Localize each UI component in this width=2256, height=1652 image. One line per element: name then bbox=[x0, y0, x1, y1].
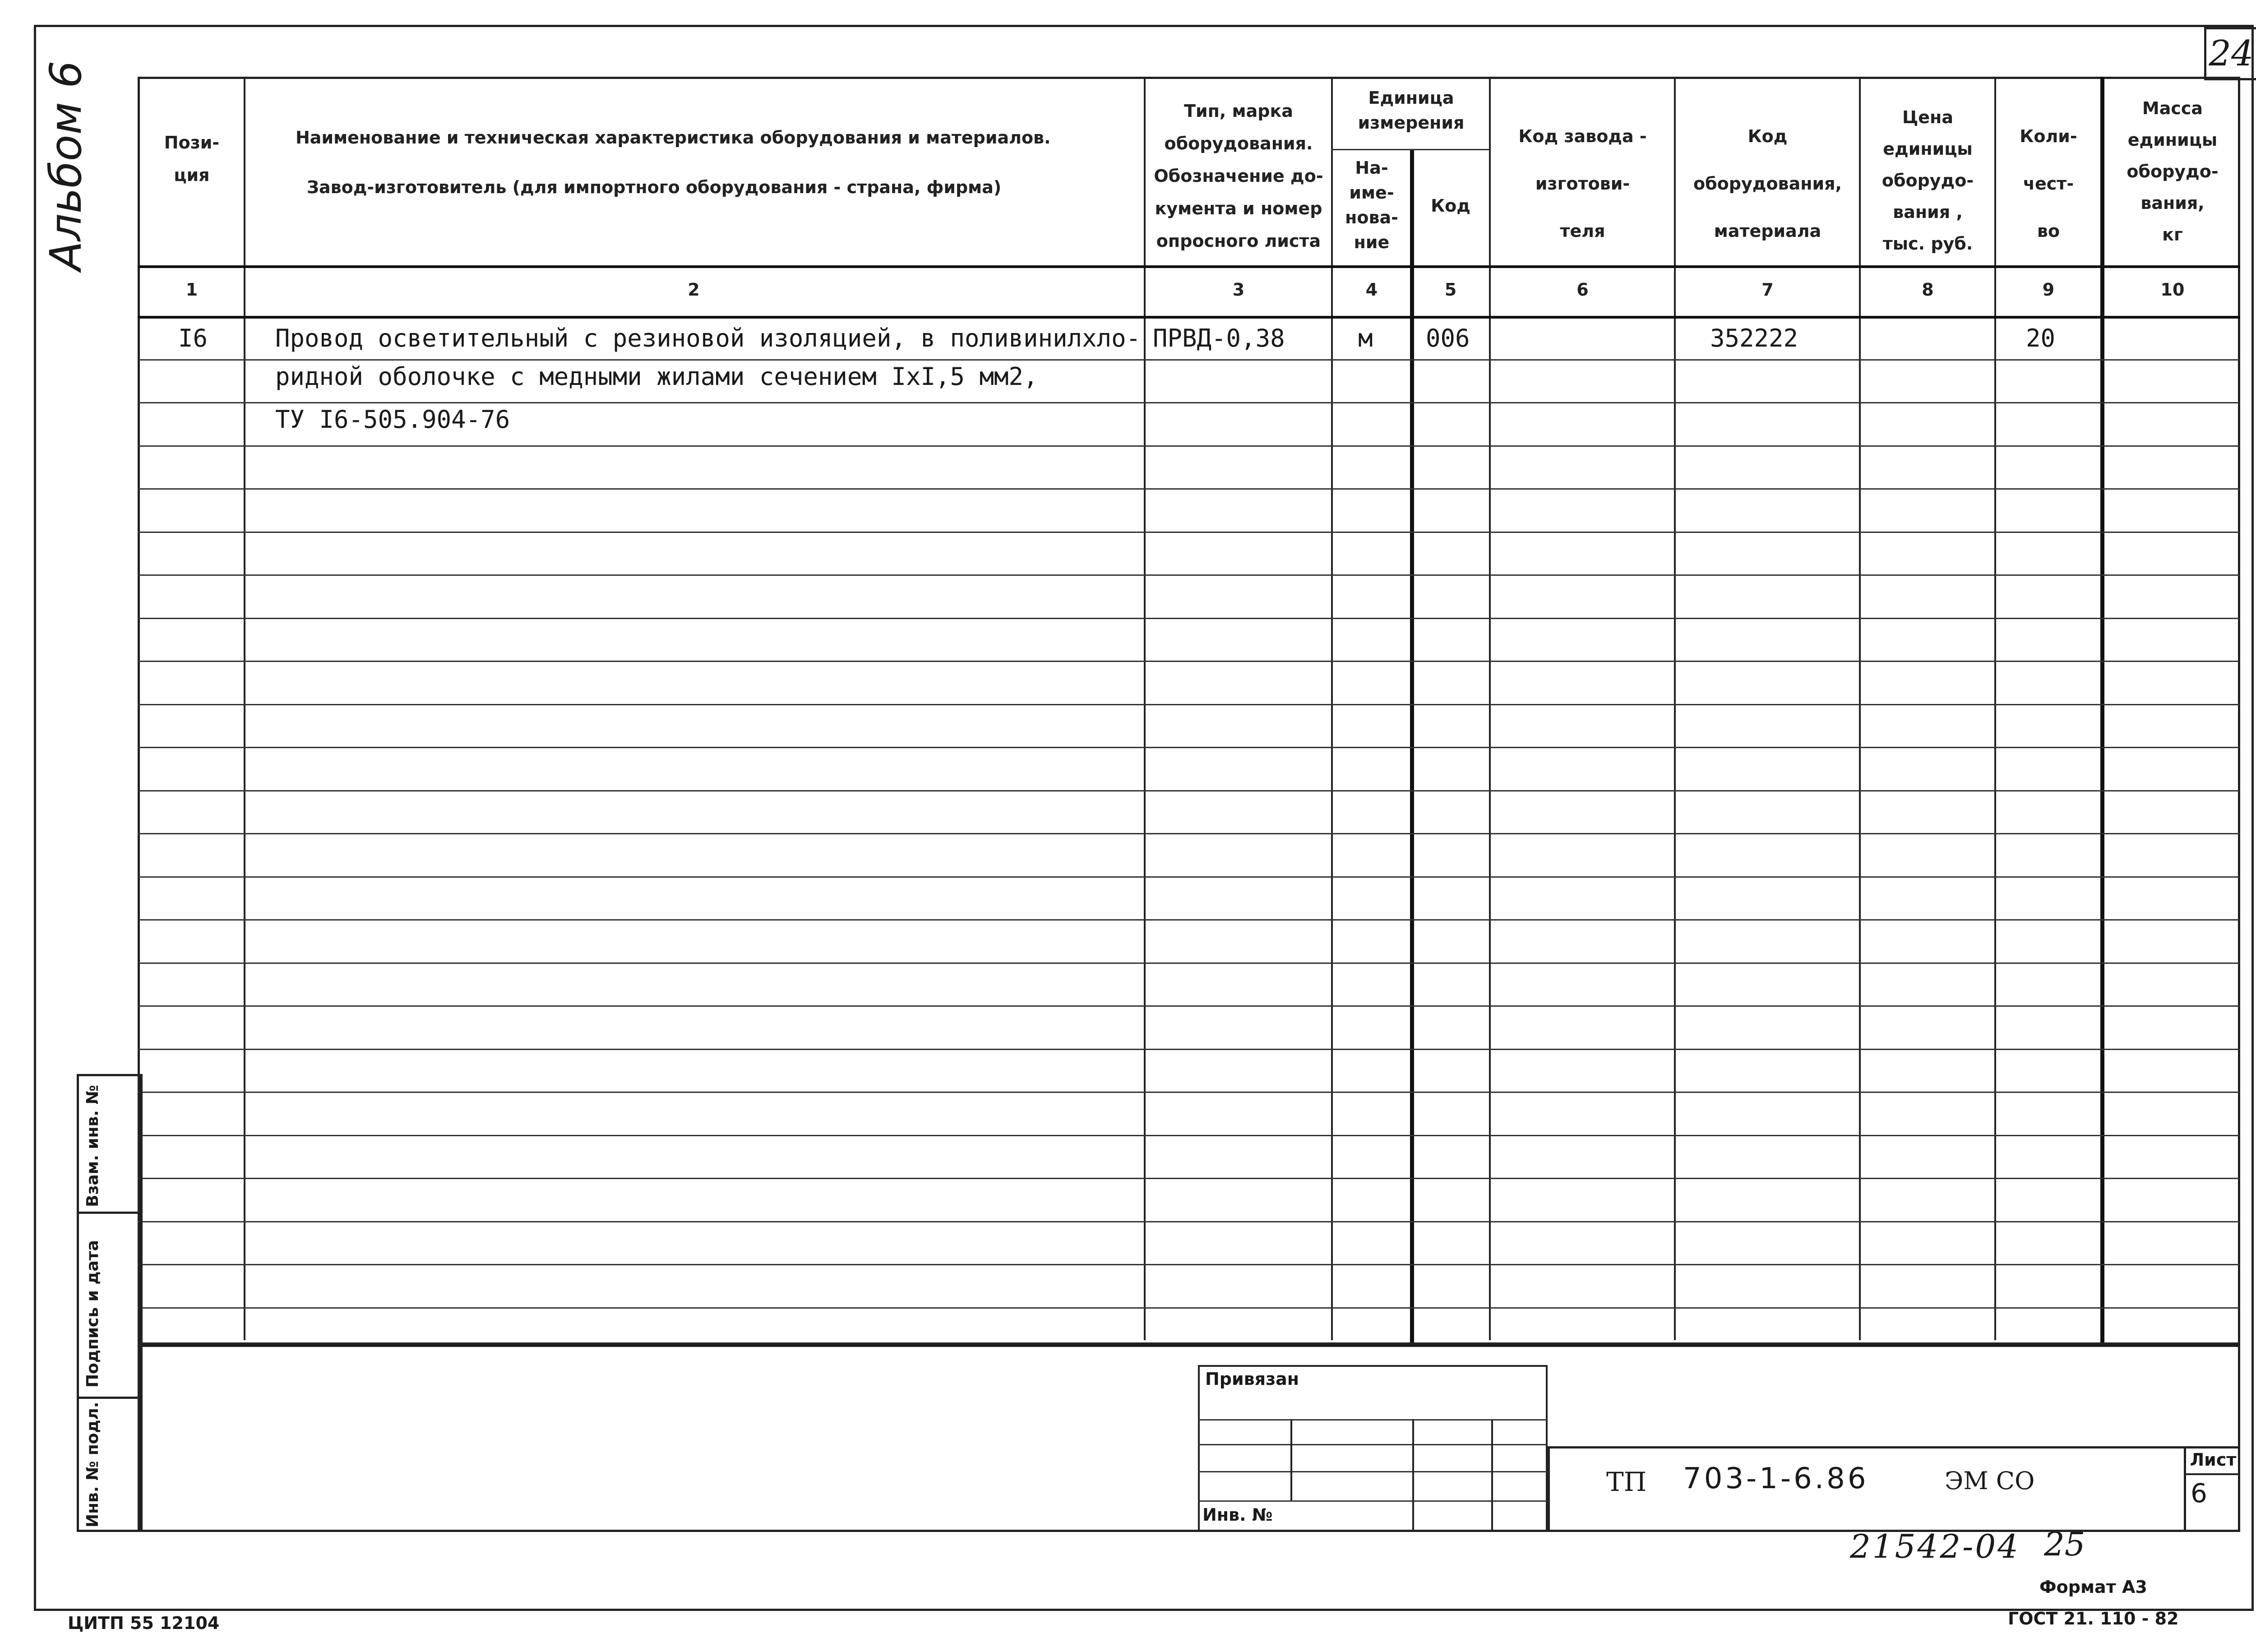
col-num-5: 5 bbox=[1444, 280, 1457, 300]
row-1-type: ПРВД-0,38 bbox=[1153, 324, 1285, 352]
privyazan-line-2 bbox=[1198, 1444, 1548, 1445]
col-num-1: 1 bbox=[185, 280, 198, 300]
col-num-7: 7 bbox=[1761, 280, 1774, 300]
privyazan-v-3 bbox=[1491, 1419, 1493, 1532]
row-rule bbox=[138, 488, 2240, 490]
row-rule bbox=[138, 618, 2240, 619]
row-rule bbox=[138, 919, 2240, 921]
row-rule bbox=[138, 963, 2240, 964]
row-1-material-code: 352222 bbox=[1710, 324, 1798, 352]
privyazan-block: Привязан bbox=[1198, 1365, 1548, 1532]
privyazan-line-1 bbox=[1198, 1419, 1548, 1421]
row-rule bbox=[138, 790, 2240, 791]
handwritten-number-2: 25 bbox=[2044, 1525, 2085, 1563]
doc-suffix: ЭМ СО bbox=[1945, 1467, 2035, 1495]
stamp-podpis: Подпись и дата bbox=[77, 1212, 142, 1399]
row-3-name: ТУ I6-505.904-76 bbox=[275, 405, 510, 434]
header-type: Тип, марка оборудования. Обозначение до- кумента и номер опросного листа bbox=[1154, 101, 1323, 251]
row-rule bbox=[138, 833, 2240, 834]
header-name-line1: Наименование и техническая характеристика оборудования и материалов. bbox=[296, 128, 1051, 148]
row-rule bbox=[138, 747, 2240, 748]
col-num-10: 10 bbox=[2160, 280, 2185, 300]
col-num-4: 4 bbox=[1365, 280, 1378, 300]
stamp-inv-podl: Инв. № подл. bbox=[77, 1397, 142, 1532]
row-rule bbox=[138, 704, 2240, 705]
header-unit-name: На- име- нова- ние bbox=[1345, 158, 1398, 252]
header-material-code: Код оборудования, материала bbox=[1693, 126, 1842, 241]
col-num-3: 3 bbox=[1232, 280, 1245, 300]
row-1-pos: I6 bbox=[178, 324, 208, 352]
row-rule bbox=[138, 876, 2240, 878]
row-rule bbox=[138, 1178, 2240, 1179]
inv-no-label: Инв. № bbox=[1202, 1505, 1273, 1525]
row-rule bbox=[138, 1005, 2240, 1007]
col-num-9: 9 bbox=[2042, 280, 2055, 300]
header-price: Цена единицы оборудо- вания , тыс. руб. bbox=[1882, 107, 1974, 254]
printer-code: ЦИТП 55 12104 bbox=[68, 1613, 220, 1633]
col-num-6: 6 bbox=[1576, 280, 1589, 300]
handwritten-number: 21542-04 bbox=[1850, 1527, 2020, 1565]
row-rule bbox=[138, 1049, 2240, 1050]
corner-sheet-number: 24 bbox=[2204, 27, 2256, 80]
unit-header-split bbox=[1331, 149, 1489, 150]
row-rule bbox=[138, 1264, 2240, 1265]
col-num-8: 8 bbox=[1922, 280, 1934, 300]
row-1-unit: м bbox=[1358, 324, 1373, 352]
row-rule bbox=[138, 574, 2240, 576]
row-rule bbox=[138, 1092, 2240, 1093]
sheet-box: Лист 6 bbox=[2184, 1446, 2240, 1532]
row-1-qty: 20 bbox=[2026, 324, 2056, 352]
header-unit: Единица измерения bbox=[1358, 88, 1465, 133]
doc-designation-block bbox=[1548, 1446, 2240, 1532]
header-pos: Пози- ция bbox=[164, 133, 220, 185]
row-1-unit-code: 006 bbox=[1426, 324, 1470, 352]
format-label: Формат А3 bbox=[2039, 1577, 2147, 1597]
privyazan-v-2 bbox=[1412, 1419, 1414, 1532]
row-2-name: ридной оболочке с медными жилами сечением IxI,5 мм2, bbox=[275, 362, 1038, 391]
row-rule bbox=[138, 661, 2240, 662]
header-factory-code: Код завода - изготови- теля bbox=[1518, 126, 1647, 241]
header-name-line2: Завод-изготовитель (для импортного оборудования - страна, фирма) bbox=[307, 177, 1002, 197]
header-mass: Масса единицы оборудо- вания, кг bbox=[2127, 98, 2219, 245]
row-rule bbox=[138, 1135, 2240, 1136]
row-1-name: Провод осветительный с резиновой изоляцией, в поливинилхло- bbox=[275, 324, 1141, 352]
gost-label: ГОСТ 21. 110 - 82 bbox=[2008, 1609, 2179, 1629]
header-unit-code: Код bbox=[1431, 196, 1470, 216]
privyazan-v-1 bbox=[1290, 1419, 1292, 1500]
privyazan-line-3 bbox=[1198, 1471, 1548, 1472]
row-rule bbox=[138, 445, 2240, 447]
row-rule bbox=[138, 1221, 2240, 1222]
doc-code: ТП bbox=[1606, 1467, 1647, 1497]
header-quantity: Коли- чест- во bbox=[2020, 126, 2077, 241]
col-num-2: 2 bbox=[688, 280, 700, 300]
doc-number: 703-1-6.86 bbox=[1683, 1462, 1869, 1495]
row-rule bbox=[138, 1307, 2240, 1309]
album-label: Альбом 6 bbox=[41, 60, 91, 271]
privyazan-line-4 bbox=[1198, 1500, 1548, 1502]
row-rule bbox=[138, 532, 2240, 533]
stamp-vzam: Взам. инв. № bbox=[77, 1074, 142, 1214]
header-bottom-line bbox=[138, 265, 2240, 268]
